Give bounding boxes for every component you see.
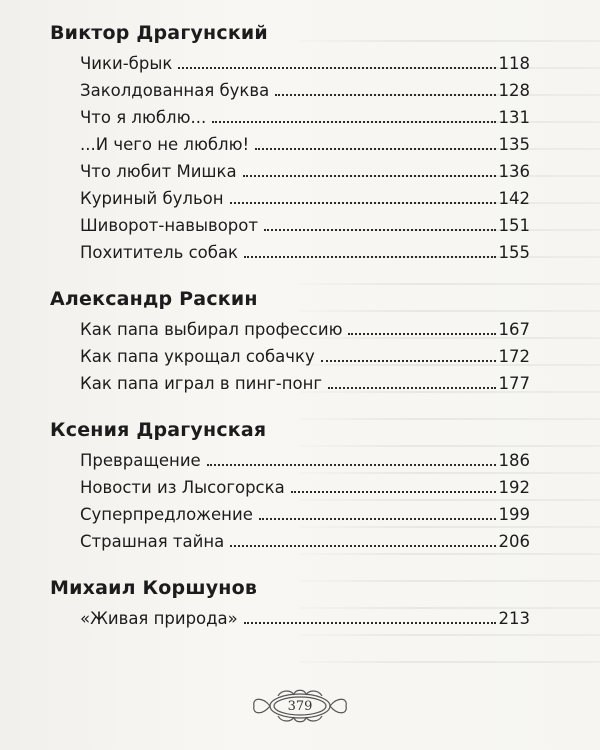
toc-entry [50, 447, 530, 474]
toc-entry [50, 605, 530, 632]
entry-title: Куриный бульон [80, 189, 224, 208]
entry-page-number: 177 [498, 374, 530, 393]
entry-page-number: 172 [498, 347, 530, 366]
table-of-contents [50, 20, 530, 632]
entry-title: Суперпредложение [80, 505, 253, 524]
toc-entry [50, 104, 530, 131]
entry-title: Что я люблю... [80, 108, 207, 127]
entry-title: Превращение [80, 451, 201, 470]
entry-title: Страшная тайна [80, 532, 225, 551]
entry-page-number: 192 [498, 478, 530, 497]
entry-page-number: 167 [498, 320, 530, 339]
page-number-badge [248, 688, 352, 724]
toc-entry [50, 185, 530, 212]
dot-leader [291, 491, 496, 493]
author-heading: Ксения Драгунская [50, 419, 267, 441]
toc-entry [50, 343, 530, 370]
dot-leader [255, 148, 495, 150]
entry-page-number: 151 [498, 216, 530, 235]
toc-entry [50, 50, 530, 77]
entry-page-number: 135 [498, 135, 530, 154]
entry-title: «Живая природа» [80, 609, 238, 628]
toc-section-korshunov [50, 575, 530, 632]
toc-section-ksenia-dragunskaya [50, 417, 530, 555]
section-spacer [50, 266, 530, 286]
dot-leader [244, 256, 495, 258]
entry-page-number: 186 [498, 451, 530, 470]
entry-title: Новости из Лысогорска [80, 478, 285, 497]
dot-leader [348, 333, 495, 335]
dot-leader [212, 121, 495, 123]
entry-title: Что любит Мишка [80, 162, 237, 181]
toc-entry [50, 131, 530, 158]
toc-entry [50, 474, 530, 501]
entry-title: ...И чего не люблю! [80, 135, 250, 154]
entry-title: Как папа укрощал собачку [80, 347, 315, 366]
toc-entry [50, 528, 530, 555]
toc-entry [50, 239, 530, 266]
entry-page-number: 136 [498, 162, 530, 181]
toc-section-raskin [50, 286, 530, 397]
entry-page-number: 213 [498, 609, 530, 628]
entry-title: Похититель собак [80, 243, 239, 262]
entry-page-number: 118 [498, 54, 530, 73]
page-number: 379 [287, 698, 313, 714]
dot-leader [243, 175, 496, 177]
dot-leader [207, 464, 496, 466]
entry-page-number: 128 [498, 81, 530, 100]
toc-entry [50, 212, 530, 239]
author-heading: Михаил Коршунов [50, 577, 258, 599]
dot-leader [275, 94, 495, 96]
section-spacer [50, 397, 530, 417]
entry-page-number: 155 [498, 243, 530, 262]
dot-leader [264, 229, 496, 231]
entry-title: Заколдованная буква [80, 81, 270, 100]
toc-section-dragunsky [50, 20, 530, 266]
dot-leader [244, 622, 496, 624]
toc-entry [50, 370, 530, 397]
entry-page-number: 131 [498, 108, 530, 127]
entry-title: Как папа выбирал профессию [80, 320, 343, 339]
dot-leader [230, 202, 496, 204]
entry-title: Шиворот-навыворот [80, 216, 258, 235]
entry-page-number: 142 [498, 189, 530, 208]
toc-entry [50, 77, 530, 104]
entry-title: Как папа играл в пинг-понг [80, 374, 323, 393]
entry-title: Чики-брык [80, 54, 173, 73]
author-heading: Александр Раскин [50, 288, 258, 310]
entry-page-number: 206 [498, 532, 530, 551]
author-heading: Виктор Драгунский [50, 22, 268, 44]
entry-page-number: 199 [498, 505, 530, 524]
toc-entry [50, 316, 530, 343]
toc-entry [50, 158, 530, 185]
dot-leader [321, 360, 496, 362]
dot-leader [328, 387, 495, 389]
dot-leader [178, 67, 495, 69]
dot-leader [230, 545, 495, 547]
toc-entry [50, 501, 530, 528]
section-spacer [50, 555, 530, 575]
dot-leader [259, 518, 496, 520]
